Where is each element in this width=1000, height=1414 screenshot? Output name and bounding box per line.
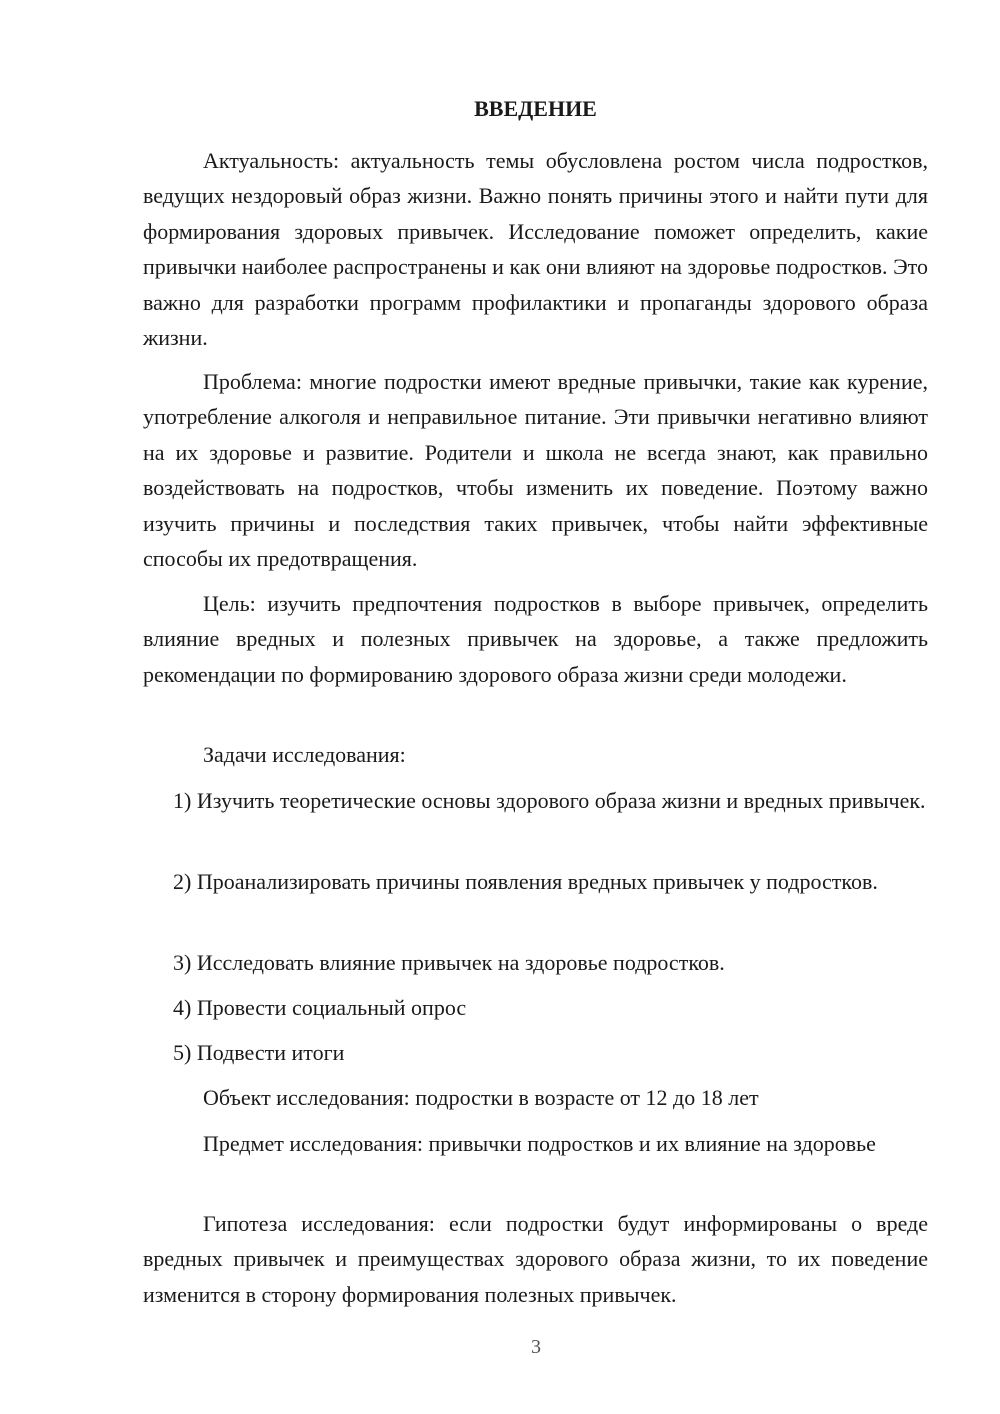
hypothesis-paragraph: Гипотеза исследования: если подростки будут информированы о вреде вредных привычек и преимуществах здорового образа жизни, то их поведение изменится в сторону формирования полезных привычек. xyxy=(143,1211,928,1307)
goal-paragraph: Цель: изучить предпочтения подростков в выборе привычек, определить влияние вредных и полезных привычек на здоровье, а также предложить рекомендации по формированию здорового образа жизни среди молодежи. xyxy=(143,591,928,687)
task-item-3: 3) Исследовать влияние привычек на здоровье подростков. xyxy=(173,950,725,975)
subject-paragraph: Предмет исследования: привычки подростков и их влияние на здоровье xyxy=(203,1131,876,1156)
tasks-heading: Задачи исследования: xyxy=(203,742,406,767)
task-item-2: 2) Проанализировать причины появления вредных привычек у подростков. xyxy=(173,869,878,894)
problem-paragraph: Проблема: многие подростки имеют вредные привычки, такие как курение, употребление алкоголя и неправильное питание. Эти привычки негативно влияют на их здоровье и развитие. Родители и школа не всегда знают, как правильно воздействовать на подростков, чтобы изменить их поведение. Поэтому важно изучить причины и последствия таких привычек, чтобы найти эффективные способы их предотвращения. xyxy=(143,369,928,572)
page-number: 3 xyxy=(531,1336,541,1358)
task-item-4: 4) Провести социальный опрос xyxy=(173,995,467,1020)
object-paragraph: Объект исследования: подростки в возрасте от 12 до 18 лет xyxy=(203,1085,759,1110)
relevance-paragraph: Актуальность: актуальность темы обусловлена ростом числа подростков, ведущих нездоровый образ жизни. Важно понять причины этого и найти пути для формирования здоровых привычек. Исследование поможет определить, какие привычки наиболее распространены и как они влияют на здоровье подростков. Это важно для разработки программ профилактики и пропаганды здорового образа жизни. xyxy=(143,148,928,351)
section-title: ВВЕДЕНИЕ xyxy=(474,96,597,121)
task-item-5: 5) Подвести итоги xyxy=(173,1040,345,1065)
task-item-1: 1) Изучить теоретические основы здорового образа жизни и вредных привычек. xyxy=(173,788,926,813)
